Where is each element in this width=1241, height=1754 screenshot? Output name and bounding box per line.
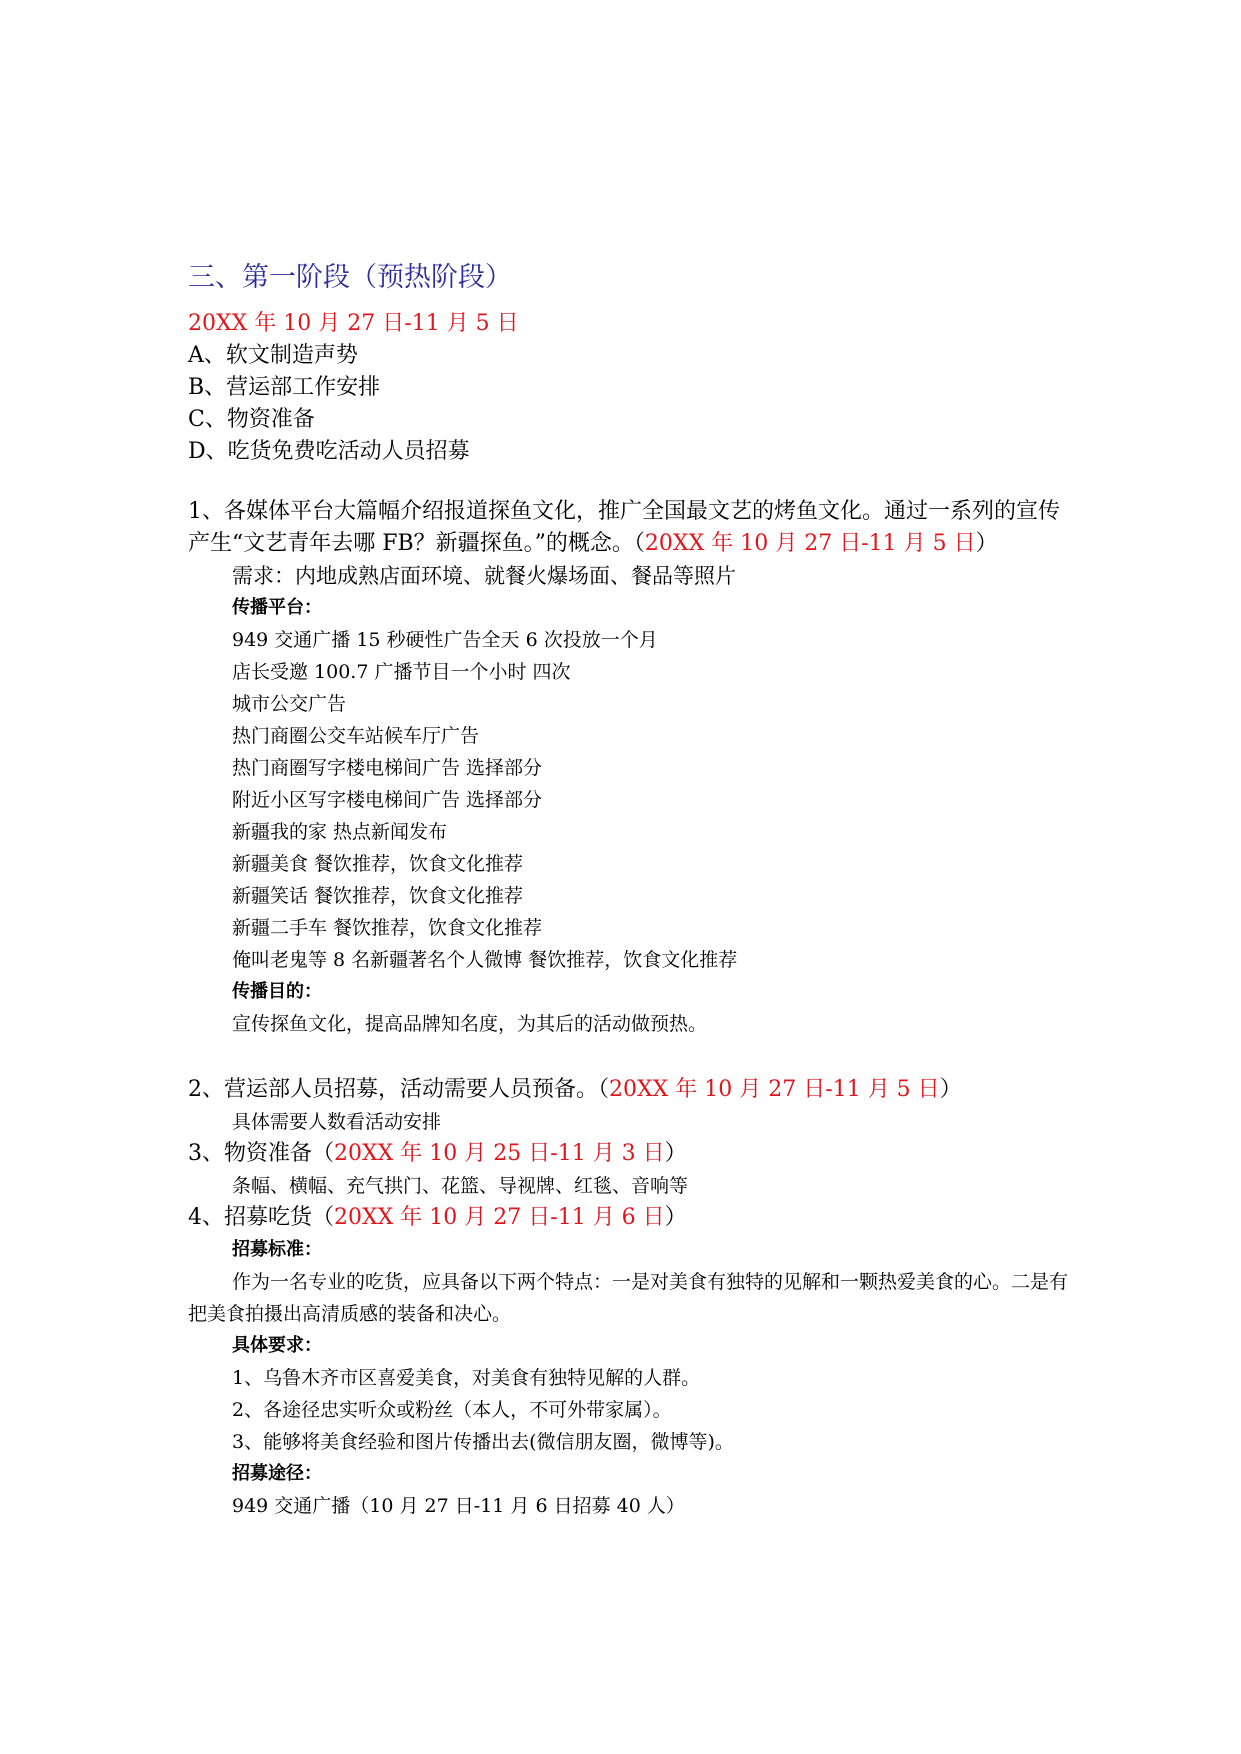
section-heading: 三、第一阶段（预热阶段） bbox=[188, 262, 512, 293]
item-3-close: ） bbox=[664, 1141, 687, 1166]
requirement-item: 3、能够将美食经验和图片传播出去(微信朋友圈，微博等)。 bbox=[232, 1431, 734, 1453]
platform-item: 新疆笑话 餐饮推荐，饮食文化推荐 bbox=[232, 885, 524, 907]
platform-item: 949 交通广播 15 秒硬性广告全天 6 次投放一个月 bbox=[232, 629, 658, 651]
document-page bbox=[188, 258, 1068, 1522]
platform-item: 新疆二手车 餐饮推荐，饮食文化推荐 bbox=[232, 917, 543, 939]
platform-item: 附近小区写字楼电梯间广告 选择部分 bbox=[232, 789, 543, 811]
channel-text: 949 交通广播（10 月 27 日-11 月 6 日招募 40 人） bbox=[232, 1495, 685, 1517]
standard-label: 招募标准： bbox=[232, 1239, 322, 1260]
spacer bbox=[188, 468, 1068, 496]
item-2-text bbox=[188, 1074, 1068, 1106]
item-1-need: 需求：内地成熟店面环境、就餐火爆场面、餐品等照片 bbox=[232, 564, 736, 588]
item-1-close: ） bbox=[975, 531, 998, 556]
item-4-text bbox=[188, 1202, 1068, 1234]
platform-item: 热门商圈写字楼电梯间广告 选择部分 bbox=[232, 757, 543, 779]
item-4-date: 20XX 年 10 月 27 日-11 月 6 日 bbox=[334, 1205, 665, 1230]
item-2-date: 20XX 年 10 月 27 日-11 月 5 日 bbox=[609, 1077, 940, 1102]
item-2-sub: 具体需要人数看活动安排 bbox=[232, 1111, 442, 1133]
item-2-body: 2、营运部人员招募，活动需要人员预备。（ bbox=[188, 1077, 609, 1102]
item-3-body: 3、物资准备（ bbox=[188, 1141, 334, 1166]
purpose-text: 宣传探鱼文化，提高品牌知名度，为其后的活动做预热。 bbox=[232, 1013, 708, 1035]
outline-item-b: B、营运部工作安排 bbox=[188, 375, 381, 400]
spacer bbox=[188, 1040, 1068, 1074]
item-1-body: 1、各媒体平台大篇幅介绍报道探鱼文化，推广全国最文艺的烤鱼文化。通过一系列的宣传产生“文艺青年去哪 FB？新疆探鱼。”的概念。（ bbox=[188, 499, 1061, 556]
item-1-date: 20XX 年 10 月 27 日-11 月 5 日 bbox=[644, 531, 976, 556]
outline-item-c: C、物资准备 bbox=[188, 407, 315, 432]
item-4-close: ） bbox=[664, 1205, 687, 1230]
platform-item: 新疆我的家 热点新闻发布 bbox=[232, 821, 448, 843]
outline-item-d: D、吃货免费吃活动人员招募 bbox=[188, 439, 470, 464]
date-range: 20XX 年 10 月 27 日-11 月 5 日 bbox=[188, 311, 519, 336]
platform-item: 热门商圈公交车站候车厅广告 bbox=[232, 725, 480, 747]
platform-item: 新疆美食 餐饮推荐，饮食文化推荐 bbox=[232, 853, 524, 875]
item-2-close: ） bbox=[939, 1077, 962, 1102]
item-3-sub: 条幅、横幅、充气拱门、花篮、导视牌、红毯、音响等 bbox=[232, 1175, 689, 1197]
platform-item: 城市公交广告 bbox=[232, 693, 347, 715]
channel-label: 招募途径： bbox=[232, 1463, 322, 1484]
purpose-label: 传播目的： bbox=[232, 981, 322, 1002]
platform-item: 店长受邀 100.7 广播节目一个小时 四次 bbox=[232, 661, 571, 683]
item-4-body: 4、招募吃货（ bbox=[188, 1205, 334, 1230]
platform-item: 俺叫老鬼等 8 名新疆著名个人微博 餐饮推荐，饮食文化推荐 bbox=[232, 949, 738, 971]
item-1-text bbox=[188, 496, 1068, 560]
requirements-label: 具体要求： bbox=[232, 1335, 322, 1356]
requirement-item: 1、乌鲁木齐市区喜爱美食，对美食有独特见解的人群。 bbox=[232, 1367, 701, 1389]
item-3-text bbox=[188, 1138, 1068, 1170]
item-3-date: 20XX 年 10 月 25 日-11 月 3 日 bbox=[334, 1141, 665, 1166]
outline-item-a: A、软文制造声势 bbox=[188, 343, 358, 368]
requirement-item: 2、各途径忠实听众或粉丝（本人，不可外带家属）。 bbox=[232, 1399, 672, 1421]
standard-text: 作为一名专业的吃货，应具备以下两个特点：一是对美食有独特的见解和一颗热爱美食的心。二是有把美食拍摄出高清质感的装备和决心。 bbox=[188, 1271, 1069, 1325]
platform-label: 传播平台： bbox=[232, 597, 322, 618]
